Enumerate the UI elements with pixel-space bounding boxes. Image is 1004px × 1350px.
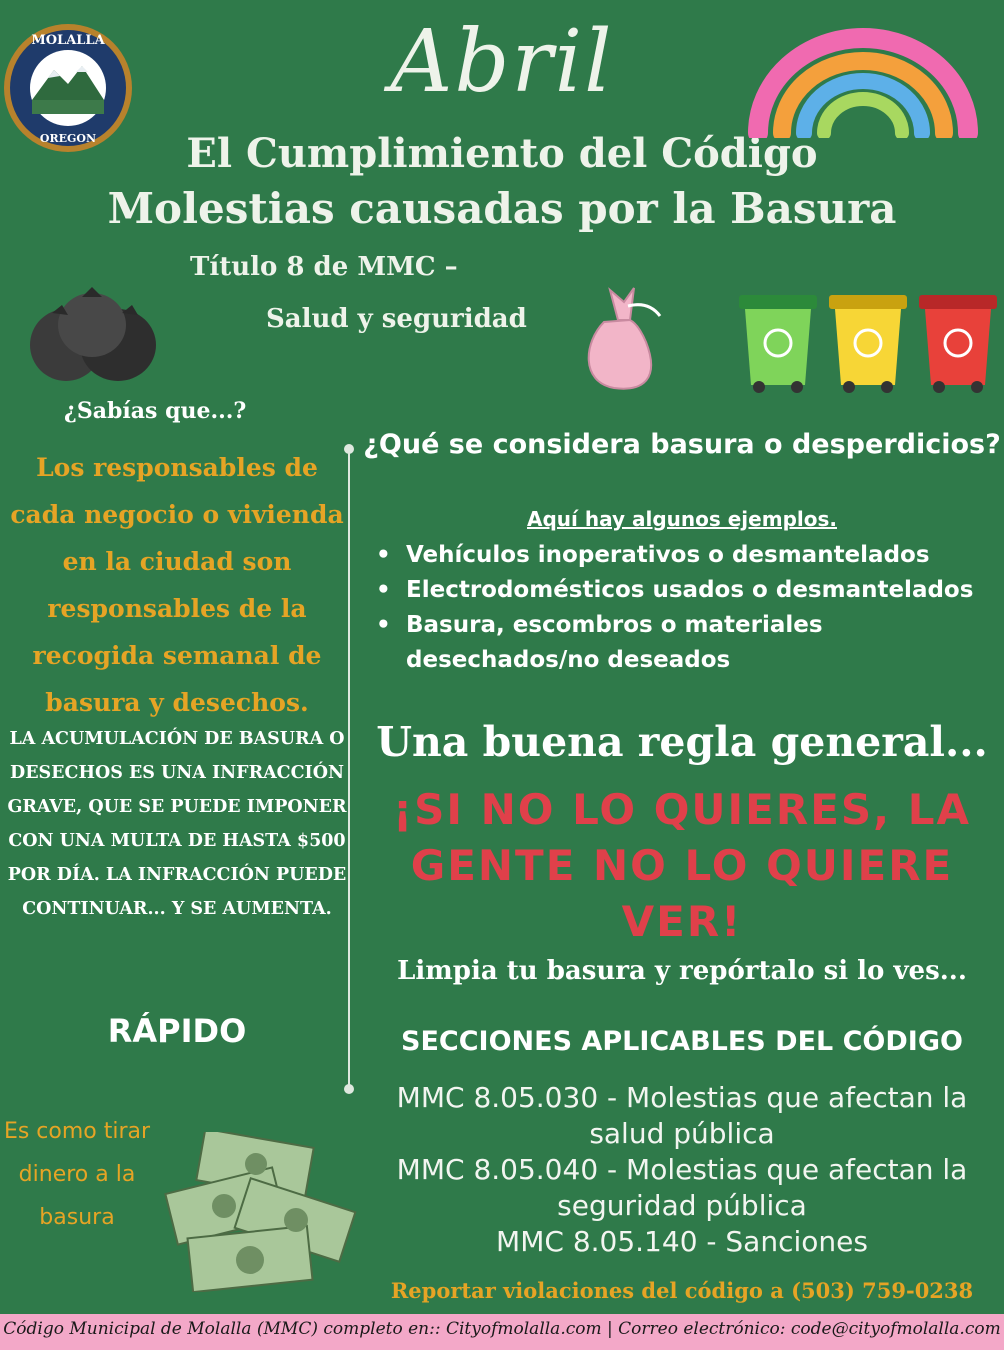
pink-trash-bag-icon bbox=[574, 282, 670, 392]
title-line-2: Molestias causadas por la Basura bbox=[107, 184, 897, 233]
divider-dot-top bbox=[344, 444, 354, 454]
column-divider bbox=[348, 446, 350, 1092]
code-section-item: MMC 8.05.040 - Molestias que afectan la seguridad pública bbox=[396, 1153, 968, 1222]
general-rule-heading: Una buena regla general... bbox=[376, 718, 988, 766]
list-item: • Vehículos inoperativos o desmantelados bbox=[372, 538, 1002, 573]
code-sections-heading: SECCIONES APLICABLES DEL CÓDIGO bbox=[401, 1026, 963, 1057]
subtitle-line-2: Salud y seguridad bbox=[266, 304, 527, 334]
recycling-bins-icon bbox=[735, 285, 1004, 395]
code-sections-list bbox=[360, 1080, 1004, 1260]
month-title: Abril bbox=[390, 12, 614, 112]
money-bills-icon bbox=[160, 1132, 360, 1292]
what-is-trash-heading: ¿Qué se considera basura o desperdicios? bbox=[363, 429, 1001, 460]
trash-bags-icon bbox=[26, 283, 158, 383]
list-item: • Electrodomésticos usados o desmantelados bbox=[372, 573, 1002, 608]
code-section-item: MMC 8.05.030 - Molestias que afectan la salud pública bbox=[396, 1081, 968, 1150]
rapid-text: RÁPIDO bbox=[107, 1012, 247, 1050]
footer-text: Código Municipal de Molalla (MMC) completo en:: Cityofmolalla.com | Correo electrónico: code@cityofmolalla.com bbox=[3, 1319, 1001, 1339]
examples-list bbox=[372, 538, 1002, 678]
rainbow-icon bbox=[748, 18, 978, 138]
seal-bottom-text: OREGON bbox=[39, 132, 97, 145]
divider-dot-bottom bbox=[344, 1084, 354, 1094]
report-phone-text: Reportar violaciones del código a (503) 759-0238 bbox=[390, 1278, 974, 1303]
seal-top-text: MOLALLA bbox=[31, 33, 105, 48]
did-you-know-heading: ¿Sabías que...? bbox=[64, 398, 247, 424]
responsibility-text: Los responsables de cada negocio o vivienda en la ciudad son responsables de la recogida semanal de basura y desechos. bbox=[10, 453, 344, 717]
code-section-item: MMC 8.05.140 - Sanciones bbox=[496, 1225, 868, 1258]
accumulation-warning: LA ACUMULACIÓN DE BASURA O DESECHOS ES UNA INFRACCIÓN GRAVE, QUE SE PUEDE IMPONER CON UNA MULTA DE HASTA $500 POR DÍA. LA INFRACCIÓN PUEDE CONTINUAR... Y SE AUMENTA. bbox=[7, 729, 347, 919]
subtitle-line-1: Título 8 de MMC – bbox=[190, 252, 458, 282]
like-throwing-money-text: Es como tirar dinero a la basura bbox=[3, 1119, 151, 1230]
title-line-1: El Cumplimiento del Código bbox=[186, 130, 818, 177]
slogan-text: ¡SI NO LO QUIERES, LA GENTE NO LO QUIERE VER! bbox=[393, 785, 971, 946]
clean-up-text: Limpia tu basura y repórtalo si lo ves... bbox=[397, 956, 967, 986]
list-item: • Basura, escombros o materiales desechados/no deseados bbox=[372, 608, 1002, 678]
examples-label: Aquí hay algunos ejemplos. bbox=[527, 507, 837, 531]
